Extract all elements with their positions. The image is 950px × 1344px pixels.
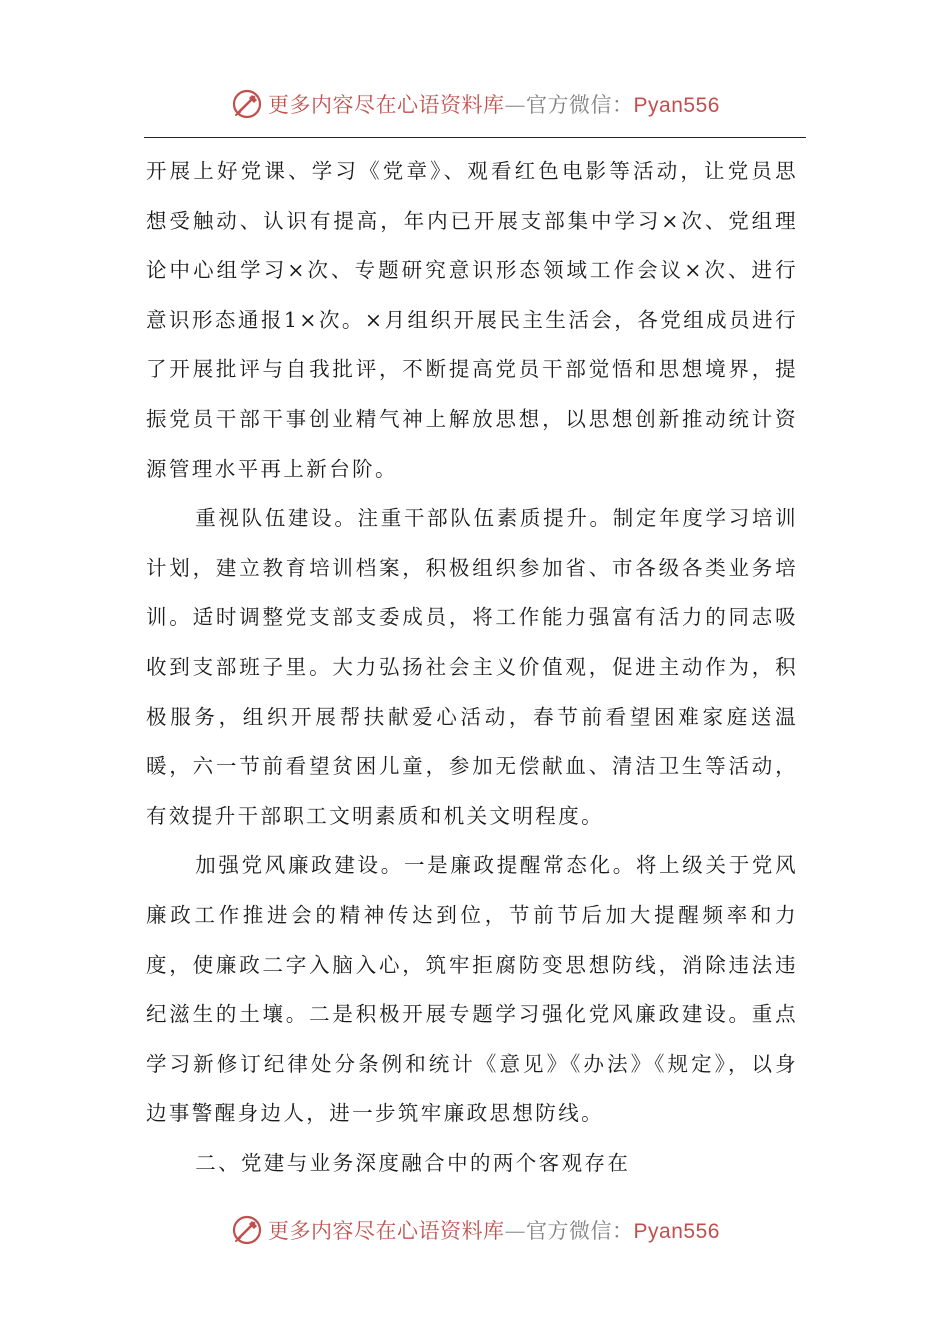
header-wechat-id: Pyan556: [633, 94, 720, 117]
section-heading: 二、党建与业务深度融合中的两个客观存在: [195, 1150, 631, 1175]
footer-brand-text: [268, 1215, 720, 1245]
body-text: [146, 147, 798, 1188]
header-banner: [0, 84, 950, 124]
footer-separator: —: [504, 1219, 527, 1243]
pen-logo-icon: [230, 1213, 264, 1247]
header-wechat-label: 官方微信：: [526, 93, 634, 117]
paragraph-3: 加强党风廉政建设。一是廉政提醒常态化。将上级关于党风廉政工作推进会的精神传达到位，节前节后加大提醒频率和力度，使廉政二字入脑入心，筑牢拒腐防变思想防线，消除违法违纪滋生的土壤。二是积极开展专题学习强化党风廉政建设。重点学习新修订纪律处分条例和统计《意见》《办法》《规定》，以身边事警醒身边人，进一步筑牢廉政思想防线。: [146, 853, 798, 1126]
footer-banner: [0, 1210, 950, 1250]
footer-wechat-id: Pyan556: [633, 1220, 720, 1243]
paragraph-2: 重视队伍建设。注重干部队伍素质提升。制定年度学习培训计划，建立教育培训档案，积极组织参加省、市各级各类业务培训。适时调整党支部支委成员，将工作能力强富有活力的同志吸收到支部班子里。大力弘扬社会主义价值观，促进主动作为，积极服务，组织开展帮扶献爱心活动，春节前看望困难家庭送温暖，六一节前看望贫困儿童，参加无偿献血、清洁卫生等活动，有效提升干部职工文明素质和机关文明程度。: [146, 506, 798, 828]
pen-logo-icon: [230, 87, 264, 121]
header-divider: [144, 137, 806, 138]
header-brand: 更多内容尽在心语资料库: [268, 93, 505, 117]
footer-wechat-label: 官方微信：: [526, 1219, 634, 1243]
header-brand-text: [268, 89, 720, 119]
header-separator: —: [504, 93, 527, 117]
footer-brand: 更多内容尽在心语资料库: [268, 1219, 505, 1243]
paragraph-1: 开展上好党课、学习《党章》、观看红色电影等活动，让党员思想受触动、认识有提高，年内已开展支部集中学习×次、党组理论中心组学习×次、专题研究意识形态领域工作会议×次、进行意识形态通报1×次。×月组织开展民主生活会，各党组成员进行了开展批评与自我批评，不断提高党员干部觉悟和思想境界，提振党员干部干事创业精气神上解放思想，以思想创新推动统计资源管理水平再上新台阶。: [146, 159, 798, 481]
